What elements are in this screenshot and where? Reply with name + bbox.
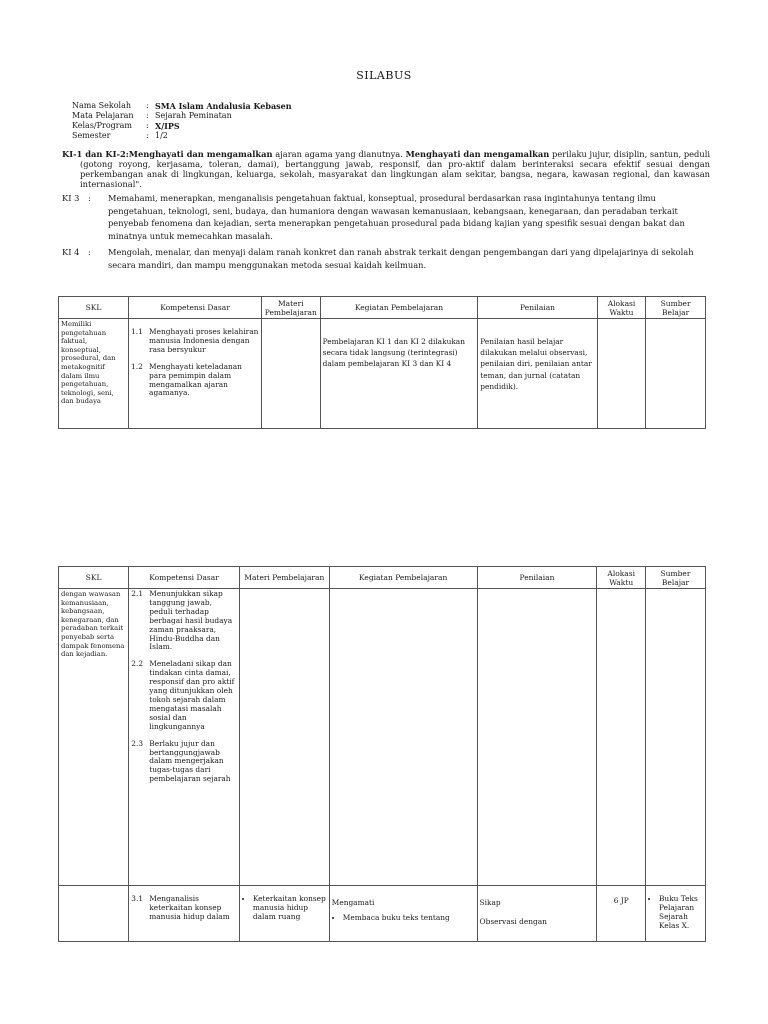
header-sumber: Sumber Belajar xyxy=(646,567,706,589)
meta-value: SMA Islam Andalusia Kebasen xyxy=(155,101,292,111)
materi-list xyxy=(242,895,327,922)
alokasi-cell xyxy=(597,589,646,886)
ki3-paragraph: KI 3 : Memahami, menerapkan, menganalisis pengetahuan faktual, konseptual, prosedural berdasarkan rasa ingintahunya tentang ilmu pengetahuan, teknologi, seni, budaya, dan humaniora dengan wawasan kemanusiaan, kebangsaan, kenegaraan, dan peradaban terkait penyebab fenomena dan kejadian, serta menerapkan pengetahuan prosedural pada bidang kajian yang spesifik sesuai dengan bakat dan minatnya untuk memecahkan masalah. xyxy=(62,192,712,242)
list-item: • Membaca buku teks tentang xyxy=(343,912,475,923)
ki1-ki2-paragraph xyxy=(62,149,710,189)
meta-value: Sejarah Peminatan xyxy=(155,111,232,120)
penilaian-cell: Penilaian hasil belajar dilakukan melalui observasi, penilaian diri, penilaian antar teman, dan jurnal (catatan pendidik). xyxy=(478,319,598,429)
header-penilaian: Penilaian xyxy=(478,297,598,319)
meta-key: Mata Pelajaran xyxy=(72,111,134,120)
ki4-text: Mengolah, menalar, dan menyaji dalam ranah konkret dan ranah abstrak terkait dengan pengembangan dari yang dipelajarinya di sekolah secara mandiri, dan mampu menggunakan metoda sesuai kaidah keilmuan. xyxy=(108,247,694,270)
kegiatan-title: Mengamati xyxy=(331,898,375,907)
kd-item: 2.1 Menunjukkan sikap tanggung jawab, peduli terhadap berbagai hasil budaya zaman praaksara, Hindu-Buddha dan Islam. xyxy=(131,589,233,652)
ki1-text-1: ajaran agama yang dianutnya. xyxy=(272,149,406,159)
kd-item: 1.2 Menghayati keteladanan para pemimpin dalam mengamalkan ajaran agamanya. xyxy=(131,361,242,398)
kd-cell xyxy=(129,886,240,942)
ki1-bold-1: Menghayati dan mengamalkan xyxy=(128,149,273,159)
ki4-paragraph: KI 4 : Mengolah, menalar, dan menyaji dalam ranah konkret dan ranah abstrak terkait dengan pengembangan dari yang dipelajarinya di sekolah secara mandiri, dan mampu menggunakan metoda sesuai kaidah keilmuan. xyxy=(62,246,712,271)
kd-item: 3.1 Menganalisis keterkaitan konsep manusia hidup dalam xyxy=(131,894,230,921)
meta-key: Semester xyxy=(72,131,111,140)
table-header-row xyxy=(59,297,706,319)
list-item: • Buku Teks Pelajaran Sejarah Kelas X. xyxy=(659,895,703,931)
syllabus-table-2 xyxy=(58,566,706,942)
ki3-label: KI 3 xyxy=(62,193,80,203)
alokasi-cell xyxy=(597,319,645,429)
identity-block xyxy=(72,101,292,141)
meta-value: 1/2 xyxy=(155,131,168,140)
materi-cell xyxy=(261,319,320,429)
kd-item: 2.3 Berlaku jujur dan bertanggungjawab dalam mengerjakan tugas-tugas dari pembelajaran sejarah xyxy=(131,738,231,784)
syllabus-table-1 xyxy=(58,296,706,429)
header-sumber: Sumber Belajar xyxy=(646,297,706,319)
meta-row-semester: Semester : 1/2 xyxy=(72,131,168,140)
header-materi: Materi Pembelajaran xyxy=(261,297,320,319)
alokasi-cell: 6 JP xyxy=(597,886,646,942)
penilaian-cell xyxy=(477,589,597,886)
ki1-bold-2: Menghayati dan mengamalkan xyxy=(405,149,550,159)
header-alokasi: Alokasi Waktu xyxy=(597,567,646,589)
header-skl: SKL xyxy=(59,567,129,589)
sumber-cell xyxy=(646,589,706,886)
kd-cell xyxy=(129,319,262,429)
meta-row-class: Kelas/Program : X/IPS xyxy=(72,121,180,131)
kd-cell xyxy=(129,589,240,886)
header-skl: SKL xyxy=(59,297,129,319)
kegiatan-cell xyxy=(329,589,477,886)
meta-row-subject: Mata Pelajaran : Sejarah Peminatan xyxy=(72,111,232,120)
header-kompetensi-dasar: Kompetensi Dasar xyxy=(129,567,240,589)
table-row xyxy=(59,589,706,886)
document-title: SILABUS xyxy=(356,69,412,82)
penilaian-cell: Sikap Observasi dengan xyxy=(477,886,597,942)
table-header-row xyxy=(59,567,706,589)
table-row xyxy=(59,886,706,942)
table-row xyxy=(59,319,706,429)
ki4-label: KI 4 xyxy=(62,247,80,257)
ki1-lead: KI-1 dan KI-2: xyxy=(62,149,129,159)
materi-cell xyxy=(239,886,329,942)
kd-item: 2.2 Meneladani sikap dan tindakan cinta damai, responsif dan pro aktif yang ditunjukkan oleh tokoh sejarah dalam mengatasi masalah sosial dan lingkungannya xyxy=(131,659,235,731)
meta-key: Kelas/Program xyxy=(72,121,132,130)
ki3-text: Memahami, menerapkan, menganalisis pengetahuan faktual, konseptual, prosedural berdasarkan rasa ingintahunya tentang ilmu pengetahuan, teknologi, seni, budaya, dan humaniora dengan wawasan kemanusiaan, kebangsaan, kenegaraan, dan peradaban terkait penyebab fenomena dan kejadian, serta menerapkan pengetahuan prosedural pada bidang kajian yang spesifik sesuai dengan bakat dan minatnya untuk memecahkan masalah. xyxy=(108,193,685,241)
skl-cell xyxy=(59,886,129,942)
header-materi: Materi Pembelajaran xyxy=(239,567,329,589)
kd-item: 1.1 Menghayati proses kelahiran manusia Indonesia dengan rasa bersyukur xyxy=(131,327,259,354)
sumber-list xyxy=(648,895,703,931)
kegiatan-list xyxy=(332,912,475,923)
ki1-text-2: perilaku jujur, disiplin, santun, peduli (gotong royong, kerjasama, toleran, damai), bertanggung jawab, responsif, dan pro-aktif dalam berinteraksi secara efektif sesuai dengan perkembangan anak di lingkungan, keluarga, sekolah, masyarakat dan lingkungan alam sekitar, bangsa, negara, kawasan regional, dan kawasan internasional". xyxy=(80,149,711,189)
sumber-cell xyxy=(646,886,706,942)
kegiatan-cell: Pembelajaran KI 1 dan KI 2 dilakukan secara tidak langsung (terintegrasi) dalam pembelajaran KI 3 dan KI 4 xyxy=(320,319,478,429)
header-kegiatan: Kegiatan Pembelajaran xyxy=(320,297,478,319)
skl-cell: dengan wawasan kemanusiaan, kebangsaan, kenegaraan, dan peradaban terkait penyebab serta dampak fenomena dan kejadian. xyxy=(59,589,129,886)
header-alokasi: Alokasi Waktu xyxy=(597,297,645,319)
materi-cell xyxy=(239,589,329,886)
sumber-cell xyxy=(646,319,706,429)
skl-cell: Memiliki pengetahuan faktual, konseptual, prosedural, dan metakognitif dalam ilmu pengetahuan, teknologi, seni, dan budaya xyxy=(59,319,129,429)
list-item: • Keterkaitan konsep manusia hidup dalam ruang xyxy=(253,895,327,922)
meta-key: Nama Sekolah xyxy=(72,101,132,110)
meta-value: X/IPS xyxy=(155,121,180,131)
meta-row-school: Nama Sekolah : SMA Islam Andalusia Kebasen xyxy=(72,101,292,111)
header-kompetensi-dasar: Kompetensi Dasar xyxy=(129,297,262,319)
kegiatan-cell xyxy=(329,886,477,942)
header-penilaian: Penilaian xyxy=(477,567,597,589)
header-kegiatan: Kegiatan Pembelajaran xyxy=(329,567,477,589)
